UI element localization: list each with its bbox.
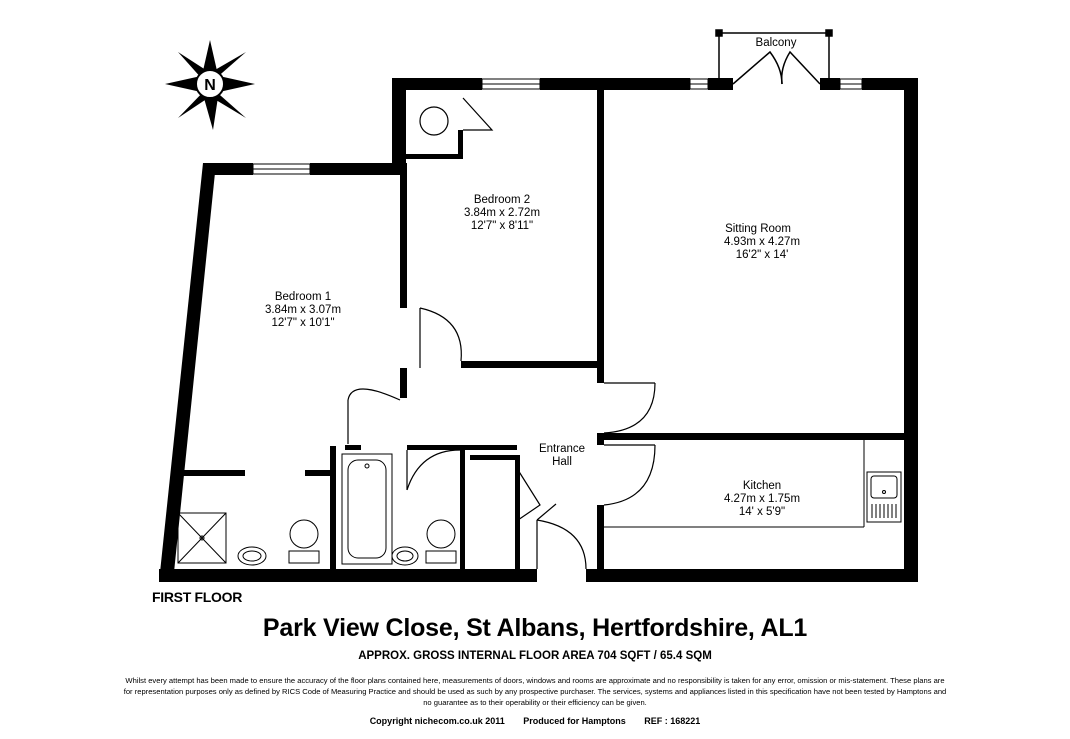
bedroom-1-name: Bedroom 1 (274, 291, 332, 303)
balcony-label: Balcony (755, 37, 797, 49)
bedroom-1-imperial: 12'7" x 10'1" (271, 317, 335, 329)
toilet-icon (427, 520, 455, 548)
sitting-room-imperial: 16'2" x 14' (735, 249, 789, 261)
bedroom-2-name: Bedroom 2 (473, 194, 531, 206)
property-address: Park View Close, St Albans, Hertfordshire, AL1 (262, 614, 808, 642)
reference-text: REF : 168221 (644, 716, 701, 726)
hall-cupboard (470, 455, 520, 569)
compass-north-label: N (204, 77, 216, 94)
hall-line-2: Hall (552, 456, 572, 468)
kitchen-imperial: 14' x 5'9" (738, 506, 786, 518)
room-label-kitchen (724, 480, 800, 518)
bedroom-1-metric: 3.84m x 3.07m (264, 304, 342, 316)
floor-label: FIRST FLOOR (152, 589, 243, 605)
bath-icon (342, 454, 392, 564)
bedroom-2-metric: 3.84m x 2.72m (463, 207, 541, 219)
bedroom-2-imperial: 12'7" x 8'11" (470, 220, 534, 232)
windows (253, 79, 862, 174)
disclaimer-text: Whilst every attempt has been made to ensure the accuracy of the floor plans contained here, measurements of doors, windows and rooms are approximate and no responsibility is taken for any error, omission or mis-statement. These plans are for representation purposes only as defined by RICS Code of Measuring Practice and should be used as such by any prospective purchaser. The services, systems and appliances listed in this specification have not been tested by Hamptons and no guarantee as to their operability or their efficiency can be given. (123, 676, 947, 707)
hall-line-1: Entrance (538, 443, 586, 455)
floor-area: APPROX. GROSS INTERNAL FLOOR AREA 704 SQFT / 65.4 SQM (358, 650, 712, 662)
copyright-text: Copyright nichecom.co.uk 2011 (369, 716, 505, 726)
basin-icon (238, 547, 266, 565)
produced-for-text: Produced for Hamptons (523, 716, 626, 726)
ensuite-fixtures (178, 513, 319, 565)
sitting-room-metric: 4.93m x 4.27m (723, 236, 801, 248)
sitting-room-name: Sitting Room (725, 223, 791, 235)
room-label-bedroom-1 (265, 291, 341, 329)
toilet-icon (290, 520, 318, 548)
bathroom-fixtures (342, 454, 456, 565)
room-label-entrance-hall (539, 443, 585, 468)
cylinder-icon (420, 107, 448, 135)
basin-icon (392, 547, 418, 565)
room-label-sitting-room (724, 223, 800, 261)
kitchen-metric: 4.27m x 1.75m (723, 493, 801, 505)
room-label-bedroom-2 (464, 194, 540, 232)
kitchen-name: Kitchen (742, 480, 782, 492)
compass-rose-icon (165, 40, 255, 130)
footer (0, 716, 1070, 726)
